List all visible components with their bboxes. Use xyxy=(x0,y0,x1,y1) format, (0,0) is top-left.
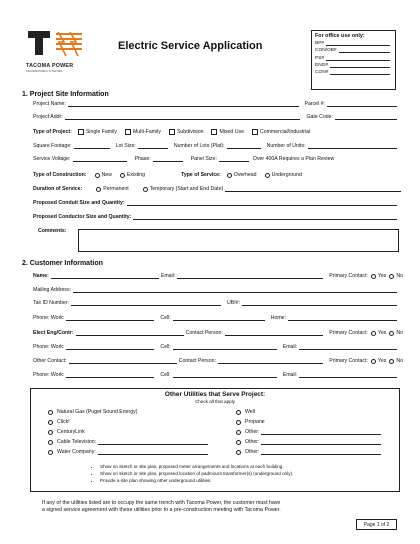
service-voltage-field[interactable] xyxy=(73,156,127,162)
other-email-field[interactable] xyxy=(299,372,397,378)
conduit-row: Proposed Conduit Size and Quantity: xyxy=(33,200,399,206)
temporary-dates-field[interactable] xyxy=(225,186,401,192)
elect-email-field[interactable] xyxy=(299,344,397,350)
ubi-field[interactable] xyxy=(242,300,397,306)
tax-id-row: Tax ID Number: UBI#: xyxy=(33,300,399,306)
cable-tv-field[interactable] xyxy=(98,439,208,445)
elect-eng-row: Elect Eng/Contr: Contact Person: Primary Contact: Yes No xyxy=(33,329,403,336)
bullet-meter: • Show on sketch or site plan, proposed meter arrangements and locations at each building. xyxy=(100,463,293,470)
page-title: Electric Service Application xyxy=(118,40,263,52)
office-conob-line[interactable] xyxy=(339,48,390,53)
number-of-units-field[interactable] xyxy=(308,143,397,149)
square-footage-row: Square Footage: Lot Size: Number of Lots (Plat): Number of Units: xyxy=(33,143,399,149)
utilities-subheading: Check all that apply xyxy=(194,399,236,404)
checkbox-single-family[interactable] xyxy=(78,129,84,135)
utility-cable-tv: Cable Television: xyxy=(45,439,210,445)
logo-name: TACOMA POWER xyxy=(26,63,74,69)
number-of-lots-field[interactable] xyxy=(227,143,261,149)
customer-cell-field[interactable] xyxy=(173,315,265,321)
customer-home-field[interactable] xyxy=(288,315,397,321)
utilities-bullets xyxy=(100,463,293,484)
page-number: Page 1 of 2 xyxy=(356,519,397,530)
customer-name-field[interactable] xyxy=(51,273,159,279)
office-field-bp: BP# xyxy=(315,41,392,46)
elect-contact-person-field[interactable] xyxy=(225,330,323,336)
radio-other-1[interactable] xyxy=(236,430,241,435)
radio-centurylink[interactable] xyxy=(48,430,53,435)
bullet-transformer: • Show on sketch or site plan, proposed location of padmount transformer(s) (underground only). xyxy=(100,470,293,477)
other-cell-field[interactable] xyxy=(173,372,277,378)
comments-box[interactable] xyxy=(78,229,399,252)
project-name-row: Project Name: Parcel #: xyxy=(33,101,399,107)
radio-cable-tv[interactable] xyxy=(48,440,53,445)
footer-note-1: If any of the utilities listed are to occupy the same trench with Tacoma Power, the customer must have xyxy=(42,500,281,506)
utility-other-2: Other: xyxy=(233,439,383,445)
tacoma-power-logo-icon xyxy=(26,30,86,58)
section2-heading: 2. Customer Information xyxy=(22,260,103,267)
duration-row: Duration of Service: Permanent Temporary (Start and End Date) xyxy=(33,186,403,192)
lot-size-field[interactable] xyxy=(138,143,168,149)
utility-water: Water Company: xyxy=(45,449,210,455)
office-heading: For office use only: xyxy=(315,33,365,39)
bullet-site-plan: • Provide a site plan showing other underground utilities. xyxy=(100,477,293,484)
elect-phone-row: Phone: Work: Cell: Email: xyxy=(33,344,399,350)
office-field-ps: PS# xyxy=(315,56,392,61)
elect-eng-field[interactable] xyxy=(76,330,184,336)
radio-other-3[interactable] xyxy=(236,450,241,455)
checkbox-mixed-use[interactable] xyxy=(211,129,217,135)
radio-other-2[interactable] xyxy=(236,440,241,445)
utility-propane: Propane xyxy=(233,419,265,425)
radio-primary-yes[interactable] xyxy=(371,274,376,279)
project-addr-row: Project Addr: Gate Code: xyxy=(33,114,399,120)
utility-natural-gas: Natural Gas (Puget Sound Energy) xyxy=(45,409,137,415)
other-3-field[interactable] xyxy=(261,449,381,455)
tax-id-field[interactable] xyxy=(71,300,221,306)
radio-click[interactable] xyxy=(48,420,53,425)
radio-water[interactable] xyxy=(48,450,53,455)
customer-name-row: Name: Email: Primary Contact: Yes No xyxy=(33,272,403,279)
radio-overhead[interactable] xyxy=(227,173,232,178)
office-field-con: CON# xyxy=(315,70,392,75)
radio-elect-primary-yes[interactable] xyxy=(371,331,376,336)
customer-work-phone-field[interactable] xyxy=(66,315,154,321)
office-use-box xyxy=(311,30,396,90)
project-name-field[interactable] xyxy=(68,101,299,107)
radio-permanent[interactable] xyxy=(96,187,101,192)
utility-click: Click! xyxy=(45,419,70,425)
elect-work-phone-field[interactable] xyxy=(66,344,154,350)
utility-centurylink: CenturyLink xyxy=(45,429,85,435)
footer-note-2: a signed service agreement with these utilities prior to a pre-construction meeting with Tacoma Power. xyxy=(42,507,281,513)
radio-elect-primary-no[interactable] xyxy=(389,331,394,336)
gate-code-field[interactable] xyxy=(335,114,397,120)
office-con-line[interactable] xyxy=(330,70,390,75)
checkbox-commercial[interactable] xyxy=(252,129,258,135)
conduit-field[interactable] xyxy=(127,200,397,206)
utility-other-3: Other: xyxy=(233,449,383,455)
radio-primary-no[interactable] xyxy=(389,274,394,279)
radio-other-primary-yes[interactable] xyxy=(371,359,376,364)
mailing-address-row: Mailing Address: xyxy=(33,287,399,293)
conductor-row: Proposed Conductor Size and Quantity: xyxy=(33,214,399,220)
panel-size-field[interactable] xyxy=(219,156,249,162)
logo xyxy=(26,30,86,73)
checkbox-subdivision[interactable] xyxy=(169,129,175,135)
office-bp-line[interactable] xyxy=(326,41,390,46)
radio-new[interactable] xyxy=(95,173,100,178)
service-voltage-row: Service Voltage: Phase: Panel Size: Over 400A Requires a Plan Review xyxy=(33,155,335,162)
customer-email-field[interactable] xyxy=(177,273,323,279)
other-contact-field[interactable] xyxy=(69,358,177,364)
utility-other-1: Other: xyxy=(233,429,383,435)
mailing-address-field[interactable] xyxy=(73,287,397,293)
checkbox-multi-family[interactable] xyxy=(125,129,131,135)
utility-well: Well xyxy=(233,409,255,415)
office-eng-line[interactable] xyxy=(330,63,390,68)
customer-phone-row: Phone: Work: Cell: Home: xyxy=(33,315,399,321)
office-ps-line[interactable] xyxy=(326,56,390,61)
radio-temporary[interactable] xyxy=(143,187,148,192)
radio-existing[interactable] xyxy=(120,173,125,178)
utilities-heading: Other Utilities that Serve Project: xyxy=(164,391,266,398)
project-addr-field[interactable] xyxy=(65,114,301,120)
other-2-field[interactable] xyxy=(261,439,381,445)
office-field-eng: ENG# xyxy=(315,63,392,68)
phase-field[interactable] xyxy=(153,156,183,162)
other-1-field[interactable] xyxy=(261,429,381,435)
other-contact-person-field[interactable] xyxy=(218,358,323,364)
construction-row: Type of Construction: New Existing Type of Service: Overhead Underground xyxy=(33,172,302,178)
parcel-field[interactable] xyxy=(327,101,397,107)
water-company-field[interactable] xyxy=(98,449,208,455)
square-footage-field[interactable] xyxy=(74,143,110,149)
office-field-conob: CON/OB# xyxy=(315,48,392,53)
other-work-phone-field[interactable] xyxy=(66,372,154,378)
section1-heading: 1. Project Site Information xyxy=(22,91,109,98)
radio-well[interactable] xyxy=(236,410,241,415)
other-phone-row: Phone: Work: Cell: Email: xyxy=(33,372,399,378)
logo-tagline: TACOMA PUBLIC UTILITIES xyxy=(26,69,63,73)
radio-propane[interactable] xyxy=(236,420,241,425)
conductor-field[interactable] xyxy=(133,214,397,220)
radio-natural-gas[interactable] xyxy=(48,410,53,415)
radio-underground[interactable] xyxy=(265,173,270,178)
elect-cell-field[interactable] xyxy=(173,344,277,350)
comments-label: Comments: xyxy=(38,228,67,234)
other-contact-row: Other Contact: Contact Person: Primary Contact: Yes No xyxy=(33,357,403,364)
radio-other-primary-no[interactable] xyxy=(389,359,394,364)
type-of-project-row: Type of Project: Single Family Multi-Family Subdivision Mixed Use Commercial/Industrial xyxy=(33,128,311,135)
